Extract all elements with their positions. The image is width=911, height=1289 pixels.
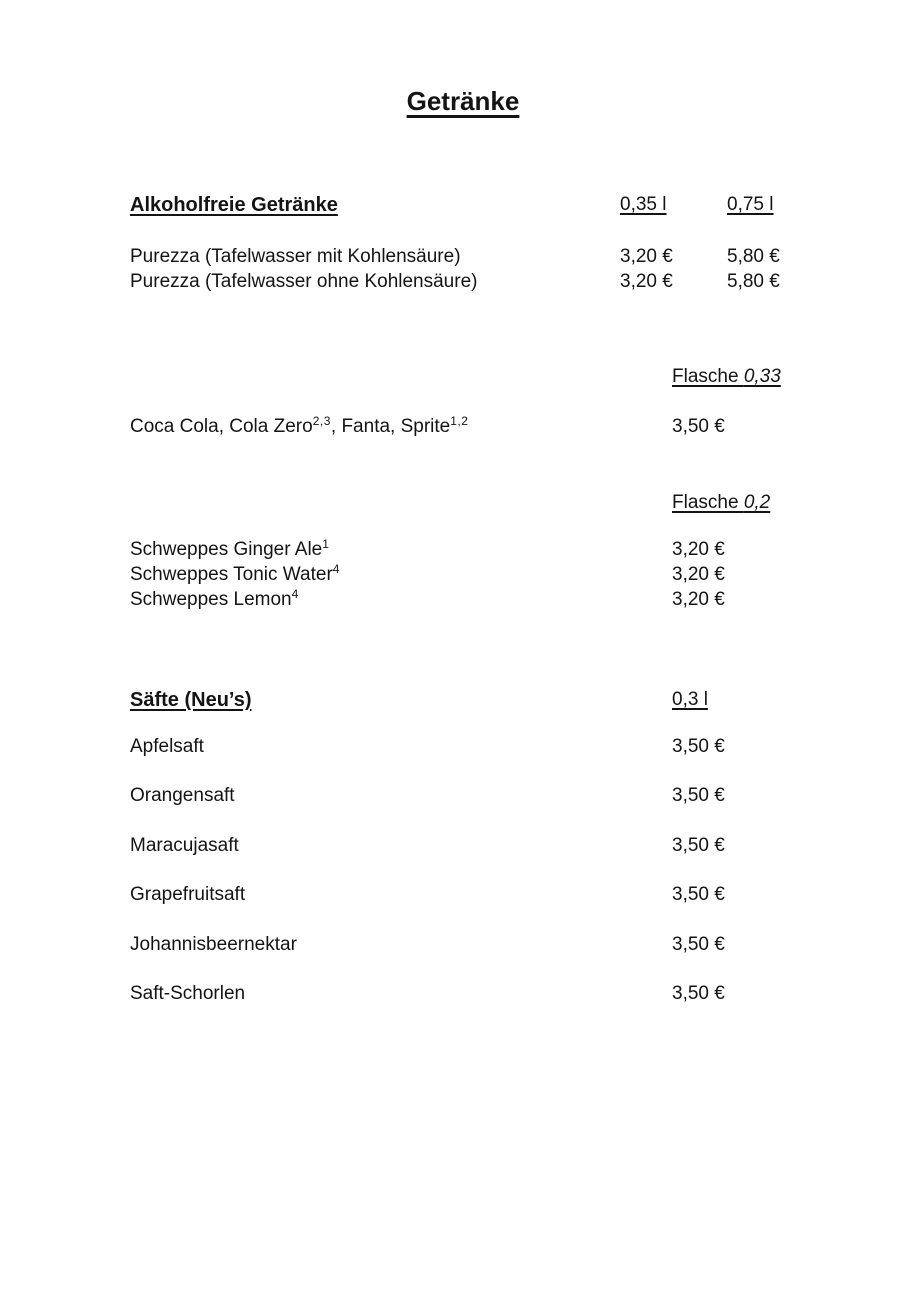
item-price-075: 5,80 € (727, 246, 780, 267)
item-name-part: , Fanta, Sprite (330, 416, 451, 437)
footnote-superscript: 4 (291, 587, 299, 601)
section-heading: Säfte (Neu’s) (130, 689, 252, 711)
column-header-035l: 0,35 l (620, 194, 667, 215)
item-name (130, 564, 340, 586)
item-name-part: Schweppes Ginger Ale (130, 539, 323, 560)
item-price: 3,20 € (672, 539, 725, 560)
item-name (130, 589, 299, 611)
column-header-flasche-033 (672, 366, 781, 388)
item-price: 3,50 € (672, 736, 725, 757)
title-row (130, 87, 796, 117)
item-price: 3,50 € (672, 835, 725, 856)
footnote-superscript: 1 (322, 537, 330, 551)
item-price: 3,50 € (672, 884, 725, 905)
item-price: 3,50 € (672, 983, 725, 1004)
flasche-volume: 0,33 (743, 366, 781, 387)
page-title: Getränke (406, 86, 520, 116)
item-name: Apfelsaft (130, 736, 204, 757)
item-name: Saft-Schorlen (130, 983, 246, 1004)
column-header-flasche-02 (672, 492, 770, 514)
item-price-035: 3,20 € (620, 271, 673, 292)
item-price: 3,50 € (672, 934, 725, 955)
item-name: Orangensaft (130, 785, 235, 806)
item-price: 3,20 € (672, 589, 725, 610)
column-header-075l: 0,75 l (727, 194, 774, 215)
flasche-label: Flasche (672, 366, 744, 387)
item-name-part: Schweppes Tonic Water (130, 564, 333, 585)
item-price: 3,20 € (672, 564, 725, 585)
flasche-volume: 0,2 (743, 492, 771, 513)
footnote-superscript: 4 (332, 562, 340, 576)
footnote-superscript: 1,2 (450, 414, 469, 428)
section-heading: Alkoholfreie Getränke (130, 194, 338, 216)
item-name: Johannisbeernektar (130, 934, 297, 955)
item-name: Purezza (Tafelwasser ohne Kohlensäure) (130, 271, 478, 292)
item-name (130, 539, 329, 561)
footnote-superscript: 2,3 (312, 414, 331, 428)
item-name (130, 416, 468, 438)
item-name: Purezza (Tafelwasser mit Kohlensäure) (130, 246, 461, 267)
item-name: Maracujasaft (130, 835, 239, 856)
column-header-03l: 0,3 l (672, 689, 708, 710)
item-price-075: 5,80 € (727, 271, 780, 292)
item-price: 3,50 € (672, 785, 725, 806)
item-name-part: Schweppes Lemon (130, 589, 292, 610)
flasche-label: Flasche (672, 492, 744, 513)
item-name-part: Coca Cola, Cola Zero (130, 416, 313, 437)
item-price-035: 3,20 € (620, 246, 673, 267)
item-price: 3,50 € (672, 416, 725, 437)
item-name: Grapefruitsaft (130, 884, 246, 905)
